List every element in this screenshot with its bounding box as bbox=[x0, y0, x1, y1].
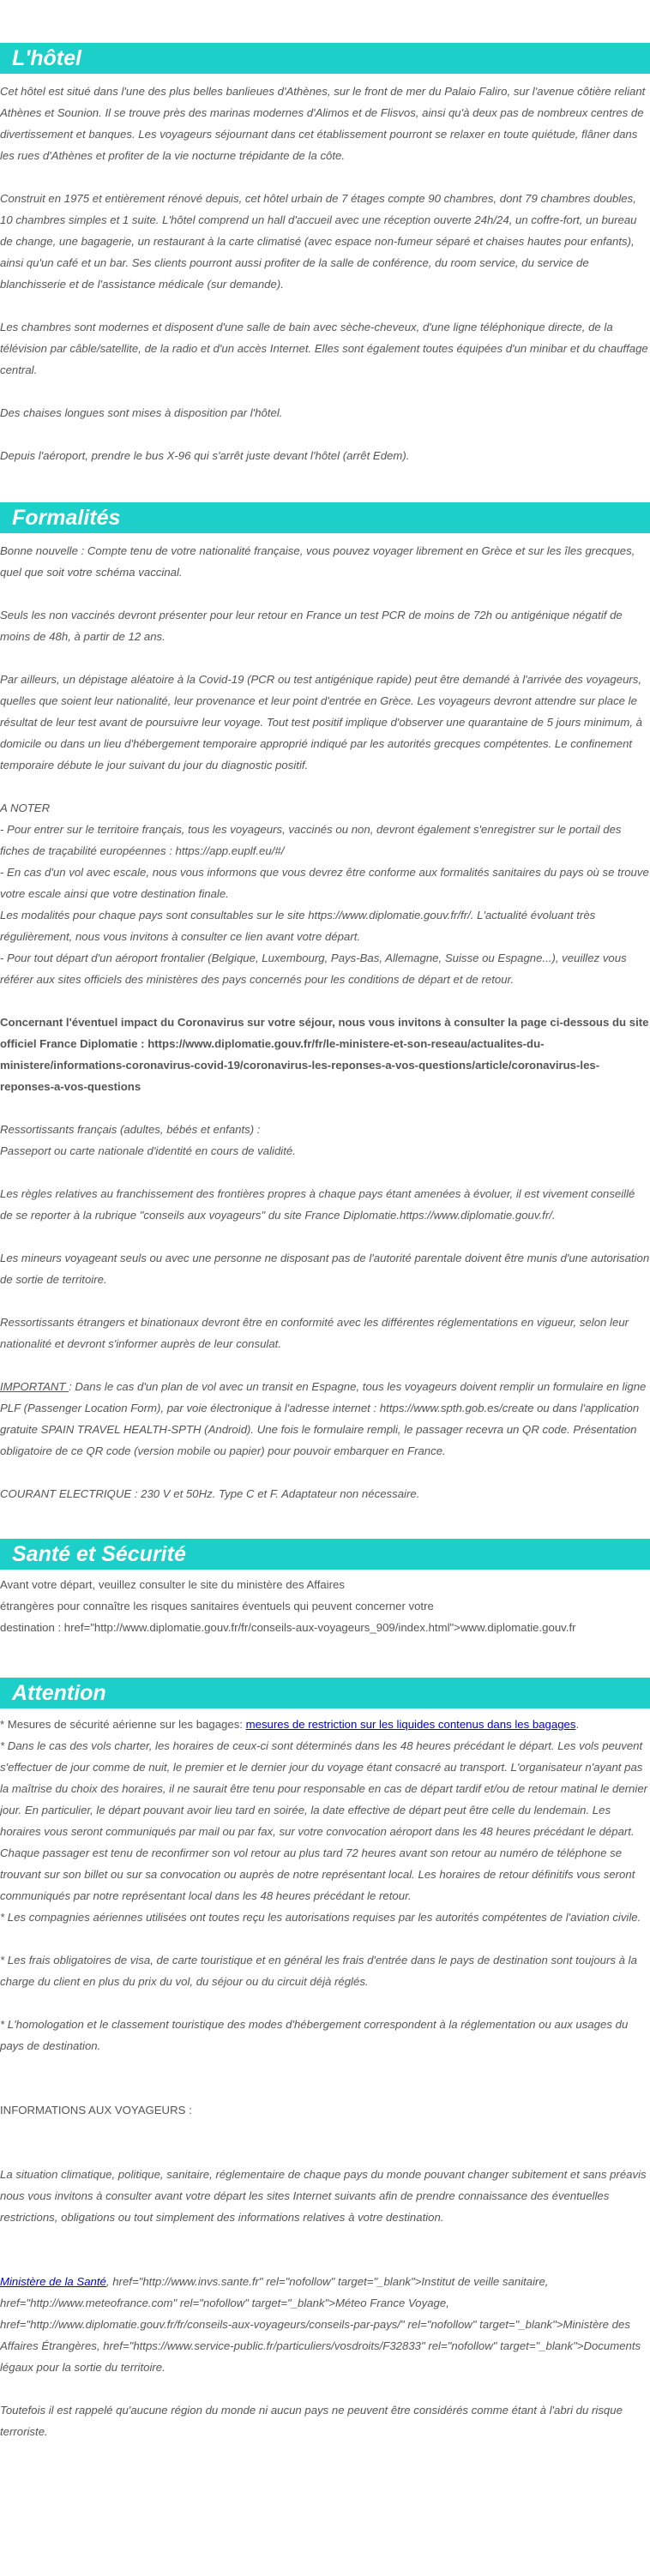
formalites-good-news: Bonne nouvelle : Compte tenu de votre nationalité française, vous pouvez voyager librement en Grèce et sur les îles grecques, quel que soit votre schéma vaccinal. bbox=[0, 544, 635, 579]
attention-airlines: * Les compagnies aériennes utilisées ont toutes reçu les autorisations requises par les autorités compétentes de l'aviation civile. bbox=[0, 1911, 641, 1924]
attention-section bbox=[0, 1638, 650, 2442]
sante-content bbox=[0, 1570, 650, 1638]
sante-line: Avant votre départ, veuillez consulter le site du ministère des Affaires bbox=[0, 1578, 345, 1591]
hotel-paragraph-rooms: Les chambres sont modernes et disposent d'une salle de bain avec sèche-cheveux, d'une ligne téléphonique directe, de la télévision par câble/satellite, de la radio et d'un accès Internet. Elles sont également toutes équipées d'un minibar et du chauffage central. bbox=[0, 321, 648, 376]
formalites-content bbox=[0, 533, 650, 1504]
attention-homologation: * L'homologation et le classement touristique des modes d'hébergement correspondent à la réglementation ou aux usages du pays de destination. bbox=[0, 2018, 629, 2052]
formalites-section-header: Formalités bbox=[0, 502, 650, 533]
formalites-electric-current: COURANT ELECTRIQUE : 230 V et 50Hz. Type C et F. Adaptateur non nécessaire. bbox=[0, 1487, 420, 1500]
formalites-note-line: Les modalités pour chaque pays sont consultables sur le site https://www.diplomatie.gouv.fr/fr/. L'actualité évoluant très régulièrement, nous vous invitons à consulter ce lien avant votre départ. bbox=[0, 909, 596, 943]
hotel-section bbox=[0, 0, 650, 466]
attention-schedules: * Dans le cas des vols charter, les horaires de ceux-ci sont déterminés dans les 48 heures précédant le départ. Les vols peuvent s'effectuer de jour comme de nuit, le premier et le dernier jour du voyage étant consacré au transport. L'organisateur n'ayant pas la maîtrise du choix des horaires, il ne saurait être tenu pour responsable en cas de départ tardif et/ou de retour matinal le dernier jour. En particulier, le départ pouvant avoir lieu tard en soirée, la date effective de départ peut être celle du lendemain. Les horaires vous seront communiqués par mail ou par fax, sur votre convocation aéroport dans les 48 heures précédant le départ. Chaque passager est tenu de reconfirmer son vol retour au plus tard 72 heures avant son retour au numéro de téléphone se trouvant sur son billet ou sur sa convocation ou auprès de notre représentant local. Les horaires de retour définitifs vous seront communiqués par notre représentant local dans les 48 heures précédant le retour. bbox=[0, 1739, 648, 1902]
attention-situation-advice: nous vous invitons à consulter avant votre départ les sites Internet suivants afin de prendre connaissance des éventuelles restrictions, obligations ou tout simplement des informations relatives à votre destination. bbox=[0, 2189, 610, 2224]
formalites-unvaccinated: Seuls les non vaccinés devront présenter pour leur retour en France un test PCR de moins de 72h ou antigénique négatif de moins de 48h, à partir de 12 ans. bbox=[0, 609, 623, 643]
attention-situation: La situation climatique, politique, sanitaire, réglementaire de chaque pays du monde pouvant changer subitement et sans préavis bbox=[0, 2168, 647, 2181]
attention-terrorism: Toutefois il est rappelé qu'aucune région du monde ni aucun pays ne peuvent être considérés comme étant à l'abri du risque terroriste. bbox=[0, 2404, 623, 2438]
attention-fees: * Les frais obligatoires de visa, de carte touristique et en général les frais d'entrée dans le pays de destination sont toujours à la charge du client en plus du prix du vol, du séjour ou du circuit déjà réglés. bbox=[0, 1954, 637, 1988]
sante-line: destination : href="http://www.diplomatie.gouv.fr/fr/conseils-aux-voyageurs_909/index.html">www.diplomatie.gouv.fr bbox=[0, 1621, 576, 1634]
hotel-paragraph-facilities: Construit en 1975 et entièrement rénové depuis, cet hôtel urbain de 7 étages compte 90 chambres, dont 79 chambres doubles, 10 chambres simples et 1 suite. L'hôtel comprend un hall d'accueil avec une réception ouverte 24h/24, un coffre-fort, un bureau de change, une bagagerie, un restaurant à la carte climatisé (avec espace non-fumeur séparé et chaises hautes pour enfants), ainsi qu'un café et un bar. Ses clients pourront aussi profiter de la salle de conférence, du room service, du service de blanchisserie et de l'assistance médicale (sur demande). bbox=[0, 192, 637, 291]
formalites-minors: Les mineurs voyageant seuls ou avec une personne ne disposant pas de l'autorité parentale doivent être munis d'une autorisation de sortie de territoire. bbox=[0, 1252, 650, 1286]
attention-content bbox=[0, 1708, 650, 2442]
formalites-note-line: - Pour tout départ d'un aéroport frontalier (Belgique, Luxembourg, Pays-Bas, Allemagne, Suisse ou Espagne...), veuillez vous référer aux sites officiels des ministères des pays concernés pour les conditions de départ et de retour. bbox=[0, 952, 627, 986]
hotel-paragraph-location: Cet hôtel est situé dans l'une des plus belles banlieues d'Athènes, sur le front de mer du Palaio Faliro, sur l'avenue côtière reliant Athènes et Sounion. Il se trouve près des marinas modernes d'Alimos et de Flisvos, ainsi qu'à deux pas de nombreux centres de divertissement et banques. Les voyageurs séjournant dans cet établissement pourront se relaxer en toute quiétude, flâner dans les rues d'Athènes et profiter de la vie nocturne trépidante de la côte. bbox=[0, 85, 646, 162]
attention-info-heading: INFORMATIONS AUX VOYAGEURS : bbox=[0, 2104, 192, 2117]
hotel-paragraph-airport: Depuis l'aéroport, prendre le bus X-96 qui s'arrêt juste devant l'hôtel (arrêt Edem). bbox=[0, 449, 410, 462]
hotel-section-header: L'hôtel bbox=[0, 43, 650, 74]
attention-links: Ministère de la Santé, href="http://www.invs.sante.fr" rel="nofollow" target="_blank">Institut de veille sanitaire, href="http://www.meteofrance.com" rel="nofollow" target="_blank">Méteo France Voyage, href="http://www.diplomatie.gouv.fr/fr/conseils-aux-voyageurs/conseils-par-pays/" rel="nofollow" target="_blank">Ministère des Affaires Étrangères, href="https://www.service-public.fr/particuliers/vosdroits/F32833" rel="nofollow" target="_blank">Documents légaux pour la sortie du territoire. bbox=[0, 2275, 641, 2374]
attention-bagages: * Mesures de sécurité aérienne sur les bagages: mesures de restriction sur les liquides contenus dans les bagages. bbox=[0, 1718, 580, 1731]
formalites-note-line: - Pour entrer sur le territoire français, tous les voyageurs, vaccinés ou non, devront également s'enregistrer sur le portail des fiches de traçabilité européennes : https://app.euplf.eu/#/ bbox=[0, 823, 622, 857]
sante-line: étrangères pour connaître les risques sanitaires éventuels qui peuvent concerner votre bbox=[0, 1600, 434, 1612]
formalites-coronavirus-notice: Concernant l'éventuel impact du Coronavirus sur votre séjour, nous vous invitons à consulter la page ci-dessous du site officiel France Diplomatie : https://www.diplomatie.gouv.fr/fr/le-ministere-et-son-reseau/actualites-du-ministere/informations-coronavirus-covid-19/coronavirus-les-reponses-a-vos-questions/article/coronavirus-les-reponses-a-vos-questions bbox=[0, 1016, 649, 1093]
liquids-restriction-link[interactable]: mesures de restriction sur les liquides contenus dans les bagages bbox=[245, 1718, 576, 1731]
hotel-description bbox=[0, 74, 650, 466]
formalites-note-heading: A NOTER bbox=[0, 802, 51, 814]
formalites-section bbox=[0, 466, 650, 1504]
formalites-random-test: Par ailleurs, un dépistage aléatoire à la Covid-19 (PCR ou test antigénique rapide) peut être demandé à l'arrivée des voyageurs, quelles que soient leur nationalité, leur provenance et leur point d'entrée en Grèce. Les voyageurs devront attendre sur place le résultat de leur test avant de poursuivre leur voyage. Tout test positif implique d'observer une quarantaine de 5 jours minimum, à domicile ou dans un lieu d'hébergement temporaire approprié indiqué par les autorités grecques compétentes. Le confinement temporaire débute le jour suivant du jour du diagnostic positif. bbox=[0, 673, 643, 772]
formalites-important bbox=[0, 1376, 650, 1462]
formalites-border-rules: Les règles relatives au franchissement des frontières propres à chaque pays étant amenées à évoluer, il est vivement conseillé de se reporter à la rubrique "conseils aux voyageurs" du site France Diplomatie.https://www.diplomatie.gouv.fr/. bbox=[0, 1187, 635, 1222]
formalites-foreigners: Ressortissants étrangers et binationaux devront être en conformité avec les différentes réglementations en vigueur, selon leur nationalité et devront s'informer auprès de leur consulat. bbox=[0, 1316, 629, 1350]
attention-section-header: Attention bbox=[0, 1678, 650, 1708]
formalites-ressortissants-heading: Ressortissants français (adultes, bébés et enfants) : bbox=[0, 1123, 261, 1136]
ministere-sante-link[interactable]: Ministère de la Santé bbox=[0, 2275, 106, 2288]
formalites-ressortissants-text: Passeport ou carte nationale d'identité en cours de validité. bbox=[0, 1144, 296, 1157]
hotel-paragraph-loungers: Des chaises longues sont mises à disposition par l'hôtel. bbox=[0, 406, 283, 419]
formalites-note-line: - En cas d'un vol avec escale, nous vous informons que vous devrez être conforme aux formalités sanitaires du pays où se trouve votre escale ainsi que votre destination finale. bbox=[0, 866, 649, 900]
sante-section-header: Santé et Sécurité bbox=[0, 1539, 650, 1570]
important-label: IMPORTANT bbox=[0, 1380, 69, 1393]
important-text: : Dans le cas d'un plan de vol avec un transit en Espagne, tous les voyageurs doivent remplir un formulaire en ligne PLF (Passenger Location Form), par voie électronique à l'adresse internet : https://www.spth.gob.es/create ou dans l'application gratuite SPAIN TRAVEL HEALTH-SPTH (Android). Une fois le formulaire rempli, le passager recevra un QR code. Présentation obligatoire de ce QR code (version mobile ou papier) pour pouvoir embarquer en France. bbox=[0, 1380, 647, 1457]
sante-section bbox=[0, 1504, 650, 1638]
